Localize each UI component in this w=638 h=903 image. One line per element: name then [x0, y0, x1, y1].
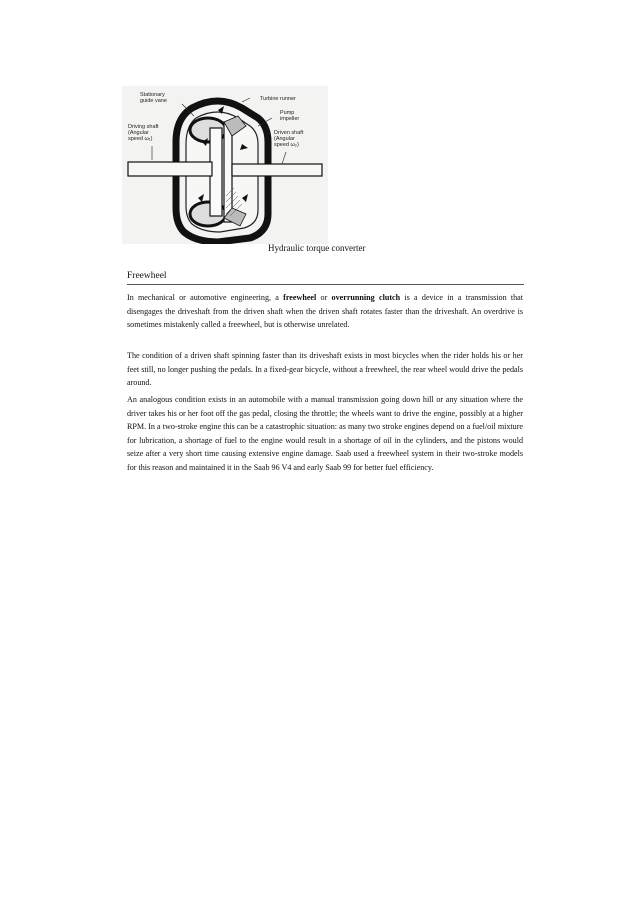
pump-hub	[224, 122, 232, 222]
driven-shaft	[232, 164, 322, 176]
label-stationary-guide-vane: Stationary guide vane	[140, 92, 167, 104]
p1-bold-overrunning-clutch: overrunning clutch	[331, 293, 401, 302]
p1-text-after: is a device in a transmission that disengages the driveshaft from the driven shaft when the driven shaft rotates faster than the driveshaft. An overdrive is sometimes mistakenly called a freewheel, but is otherwise unrelated.	[127, 293, 524, 330]
label-driven-shaft: Driven shaft (Angular speed ω₂)	[274, 130, 304, 148]
section-heading: Freewheel	[127, 271, 167, 281]
paragraph-1	[127, 291, 523, 332]
paragraph-2: The condition of a driven shaft spinning faster than its driveshaft exists in most bicycles when the rider holds his or her feet still, no longer pushing the pedals. In a fixed-gear bicycle, without a freewheel, the rear wheel would drive the pedals around.	[127, 351, 523, 388]
paragraph-3: An analogous condition exists in an automobile with a manual transmission going down hill or any situation where the driver takes his or her foot off the gas pedal, closing the throttle; the wheels want to drive the engine, possibly at a higher RPM. In a two-stroke engine this can be a catastrophic situation: as many two stroke engines depend on a fuel/oil mixture for lubrication, a shortage of fuel to the engine would result in a shortage of oil in the cylinders, and the pistons would seize after a very short time causing extensive engine damage. Saab used a freewheel system in their two-stroke models for this reason and maintained it in the Saab 96 V4 and early Saab 99 for better fuel efficiency.	[127, 395, 523, 472]
heading-rule	[127, 284, 524, 285]
driving-shaft	[128, 162, 212, 176]
p1-text-mid: or	[316, 293, 332, 302]
label-driving-shaft: Driving shaft (Angular speed ω₁)	[128, 124, 159, 142]
p1-text-before: In mechanical or automotive engineering, a	[127, 293, 284, 302]
label-turbine-runner: Turbine runner	[260, 96, 296, 102]
label-pump-impeller: Pump impeller	[280, 110, 300, 122]
torque-converter-figure	[122, 86, 328, 244]
p1-bold-freewheel: freewheel	[283, 293, 317, 302]
figure-caption: Hydraulic torque converter	[268, 243, 366, 253]
